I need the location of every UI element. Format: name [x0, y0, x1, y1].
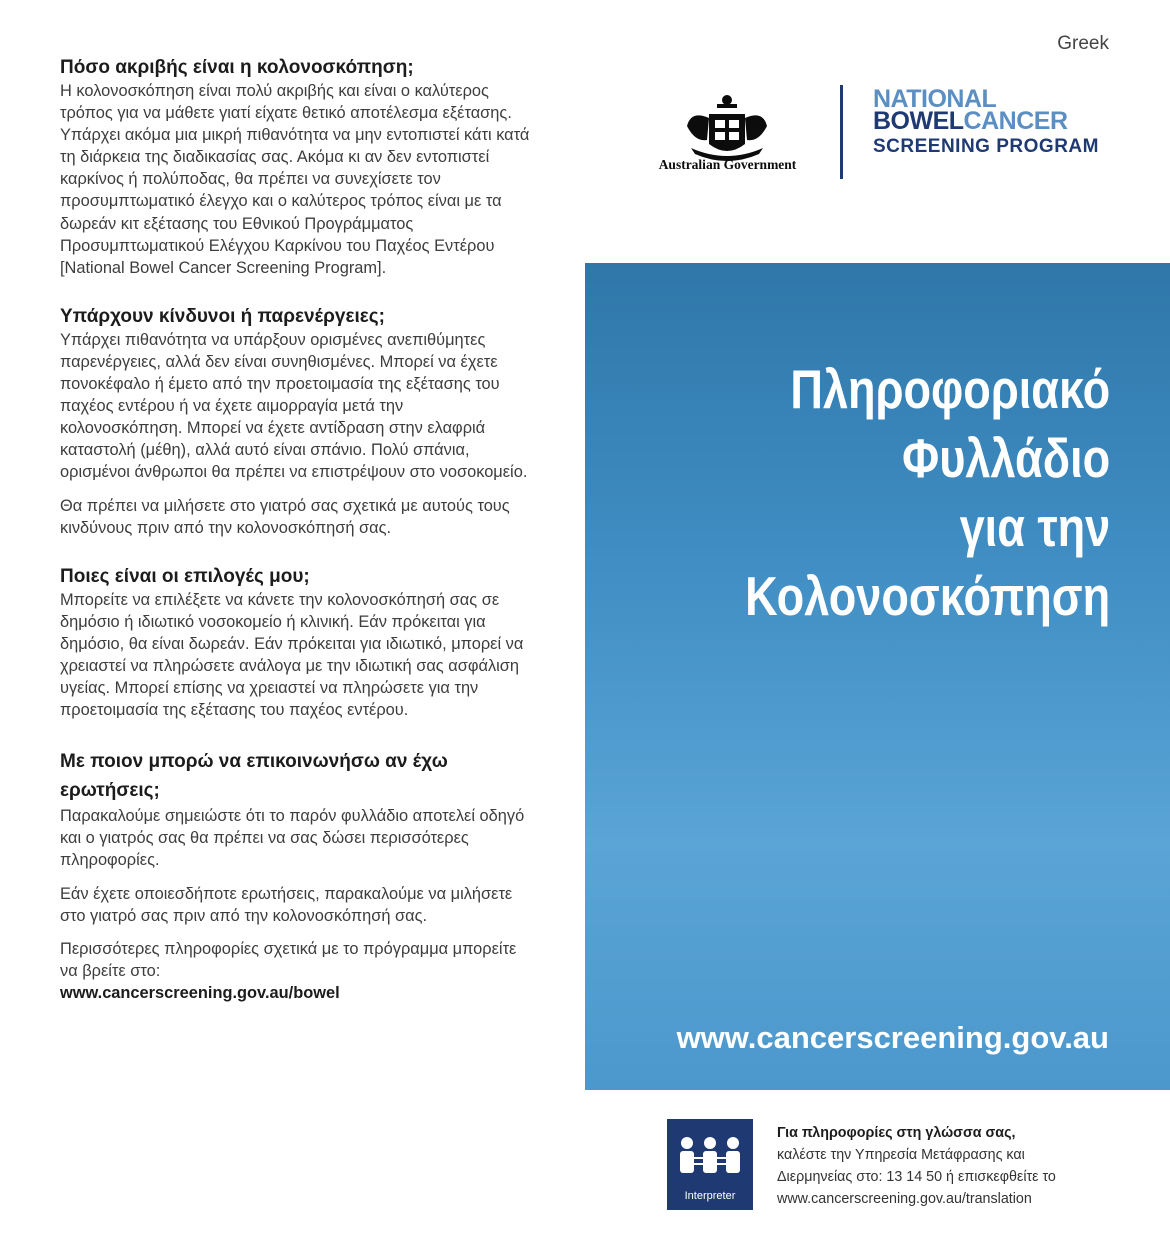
- language-label: Greek: [1057, 33, 1109, 54]
- section-paragraph: Η κολονοσκόπηση είναι πολύ ακριβής και είναι ο καλύτερος τρόπος για να μάθετε γιατί είχατε θετικό αποτέλεσμα εξέτασης. Υπάρχει ακόμα μια μικρή πιθανότητα να μην εντοπιστεί κάτι κατά τη διάρκεια της διαδικασίας σας. Ακόμα κι αν δεν εντοπιστεί καρκίνος ή πολύποδας, θα πρέπει να συνεχίσετε τον προσυμπτωματικό έλεγχο και ο καλύτερος τρόπος είναι με τα δωρεάν κιτ εξέτασης του Εθνικού Προγράμματος Προσυμπτωματικού Ελέγχου Καρκίνου του Παχέος Εντέρου [National Bowel Cancer Screening Program].: [60, 82, 530, 277]
- cover-title-line: Φυλλάδιο: [901, 427, 1110, 489]
- interpreter-line: Για πληροφορίες στη γλώσσα σας,: [777, 1125, 1016, 1141]
- section-heading: Με ποιον μπορώ να επικοινωνήσω αν έχω ερωτήσεις;: [60, 751, 448, 802]
- cover-title: [745, 355, 1110, 631]
- interpreter-line: καλέστε την Υπηρεσία Μετάφρασης και: [777, 1147, 1025, 1163]
- gov-wordmark: Australian Government: [658, 157, 797, 172]
- interpreter-line: Διερμηνείας στο: 13 14 50 ή επισκεφθείτε το: [777, 1169, 1056, 1185]
- program-logo: [873, 85, 1113, 158]
- section-paragraph: Περισσότερες πληροφορίες σχετικά με το πρόγραμμα μπορείτε να βρείτε στο:: [60, 939, 517, 980]
- logo-divider: [840, 85, 843, 179]
- cover-url[interactable]: www.cancerscreening.gov.au: [676, 1020, 1109, 1055]
- cover-title-line: Πληροφοριακό: [790, 358, 1110, 420]
- translation-link[interactable]: www.cancerscreening.gov.au/translation: [777, 1191, 1032, 1207]
- interpreter-icon: [667, 1119, 753, 1210]
- section-paragraph: Παρακαλούμε σημειώστε ότι το παρόν φυλλάδιο αποτελεί οδηγό και ο γιατρός σας θα πρέπει να σας δώσει περισσότερες πληροφορίες.: [60, 807, 525, 870]
- section-options: [60, 565, 530, 722]
- section-heading: Υπάρχουν κίνδυνοι ή παρενέργειες;: [60, 305, 385, 327]
- section-accuracy: [60, 56, 530, 279]
- interpreter-info: [777, 1122, 1056, 1210]
- interpreter-icon-label: Interpreter: [684, 1190, 736, 1202]
- section-paragraph: Θα πρέπει να μιλήσετε στο γιατρό σας σχετικά με αυτούς τους κινδύνους πριν από την κολονοσκόπησή σας.: [60, 496, 510, 537]
- section-paragraph: Υπάρχει πιθανότητα να υπάρξουν ορισμένες ανεπιθύμητες παρενέργειες, αλλά δεν είναι συνηθισμένες. Μπορεί να έχετε πονοκέφαλο ή έμετο από την προετοιμασία της εξέτασης του παχέος εντέρου ή να έχετε αιμορραγία μετά την κολονοσκόπηση. Μπορεί να έχετε αντίδραση στην ελαφριά καταστολή (μέθη), αλλά αυτό είναι σπάνιο. Πολύ σπάνια, ορισμένοι άνθρωποι θα πρέπει να επιστρέψουν στο νοσοκομείο.: [60, 330, 528, 482]
- cover-title-line: Κολονοσκόπηση: [744, 565, 1110, 627]
- section-paragraph: Εάν έχετε οποιεσδήποτε ερωτήσεις, παρακαλούμε να μιλήσετε στο γιατρό σας πριν από την κολονοσκόπησή σας.: [60, 884, 513, 925]
- section-paragraph: Μπορείτε να επιλέξετε να κάνετε την κολονοσκόπησή σας σε δημόσιο ή ιδιωτικό νοσοκομείο ή κλινική. Εάν πρόκειται για δημόσιο, θα είναι δωρεάν. Εάν πρόκειται για ιδιωτικό, μπορεί να χρειαστεί να πληρώσετε ανάλογα με την ιδιωτική σας ασφάλιση υγείας. Μπορεί επίσης να χρειαστεί να πληρώσετε για την προετοιμασία της εξέτασης του παχέος εντέρου.: [60, 590, 524, 720]
- cover-title-line: για την: [959, 496, 1110, 558]
- section-risks: [60, 305, 530, 539]
- left-column: [60, 56, 530, 1004]
- section-heading: Πόσο ακριβής είναι η κολονοσκόπηση;: [60, 57, 414, 78]
- program-link[interactable]: www.cancerscreening.gov.au/bowel: [60, 983, 340, 1002]
- program-logo-cancer: CANCER: [963, 107, 1068, 135]
- program-logo-screening: SCREENING PROGRAM: [873, 136, 1099, 157]
- program-logo-national: NATIONAL: [873, 85, 997, 113]
- program-logo-bowel: BOWEL: [873, 107, 964, 135]
- section-heading: Ποιες είναι οι επιλογές μου;: [60, 565, 310, 587]
- section-contact: [60, 747, 530, 1004]
- interpreter-people-icon: [667, 1119, 753, 1210]
- program-logo-bowel-cancer: [873, 107, 1113, 135]
